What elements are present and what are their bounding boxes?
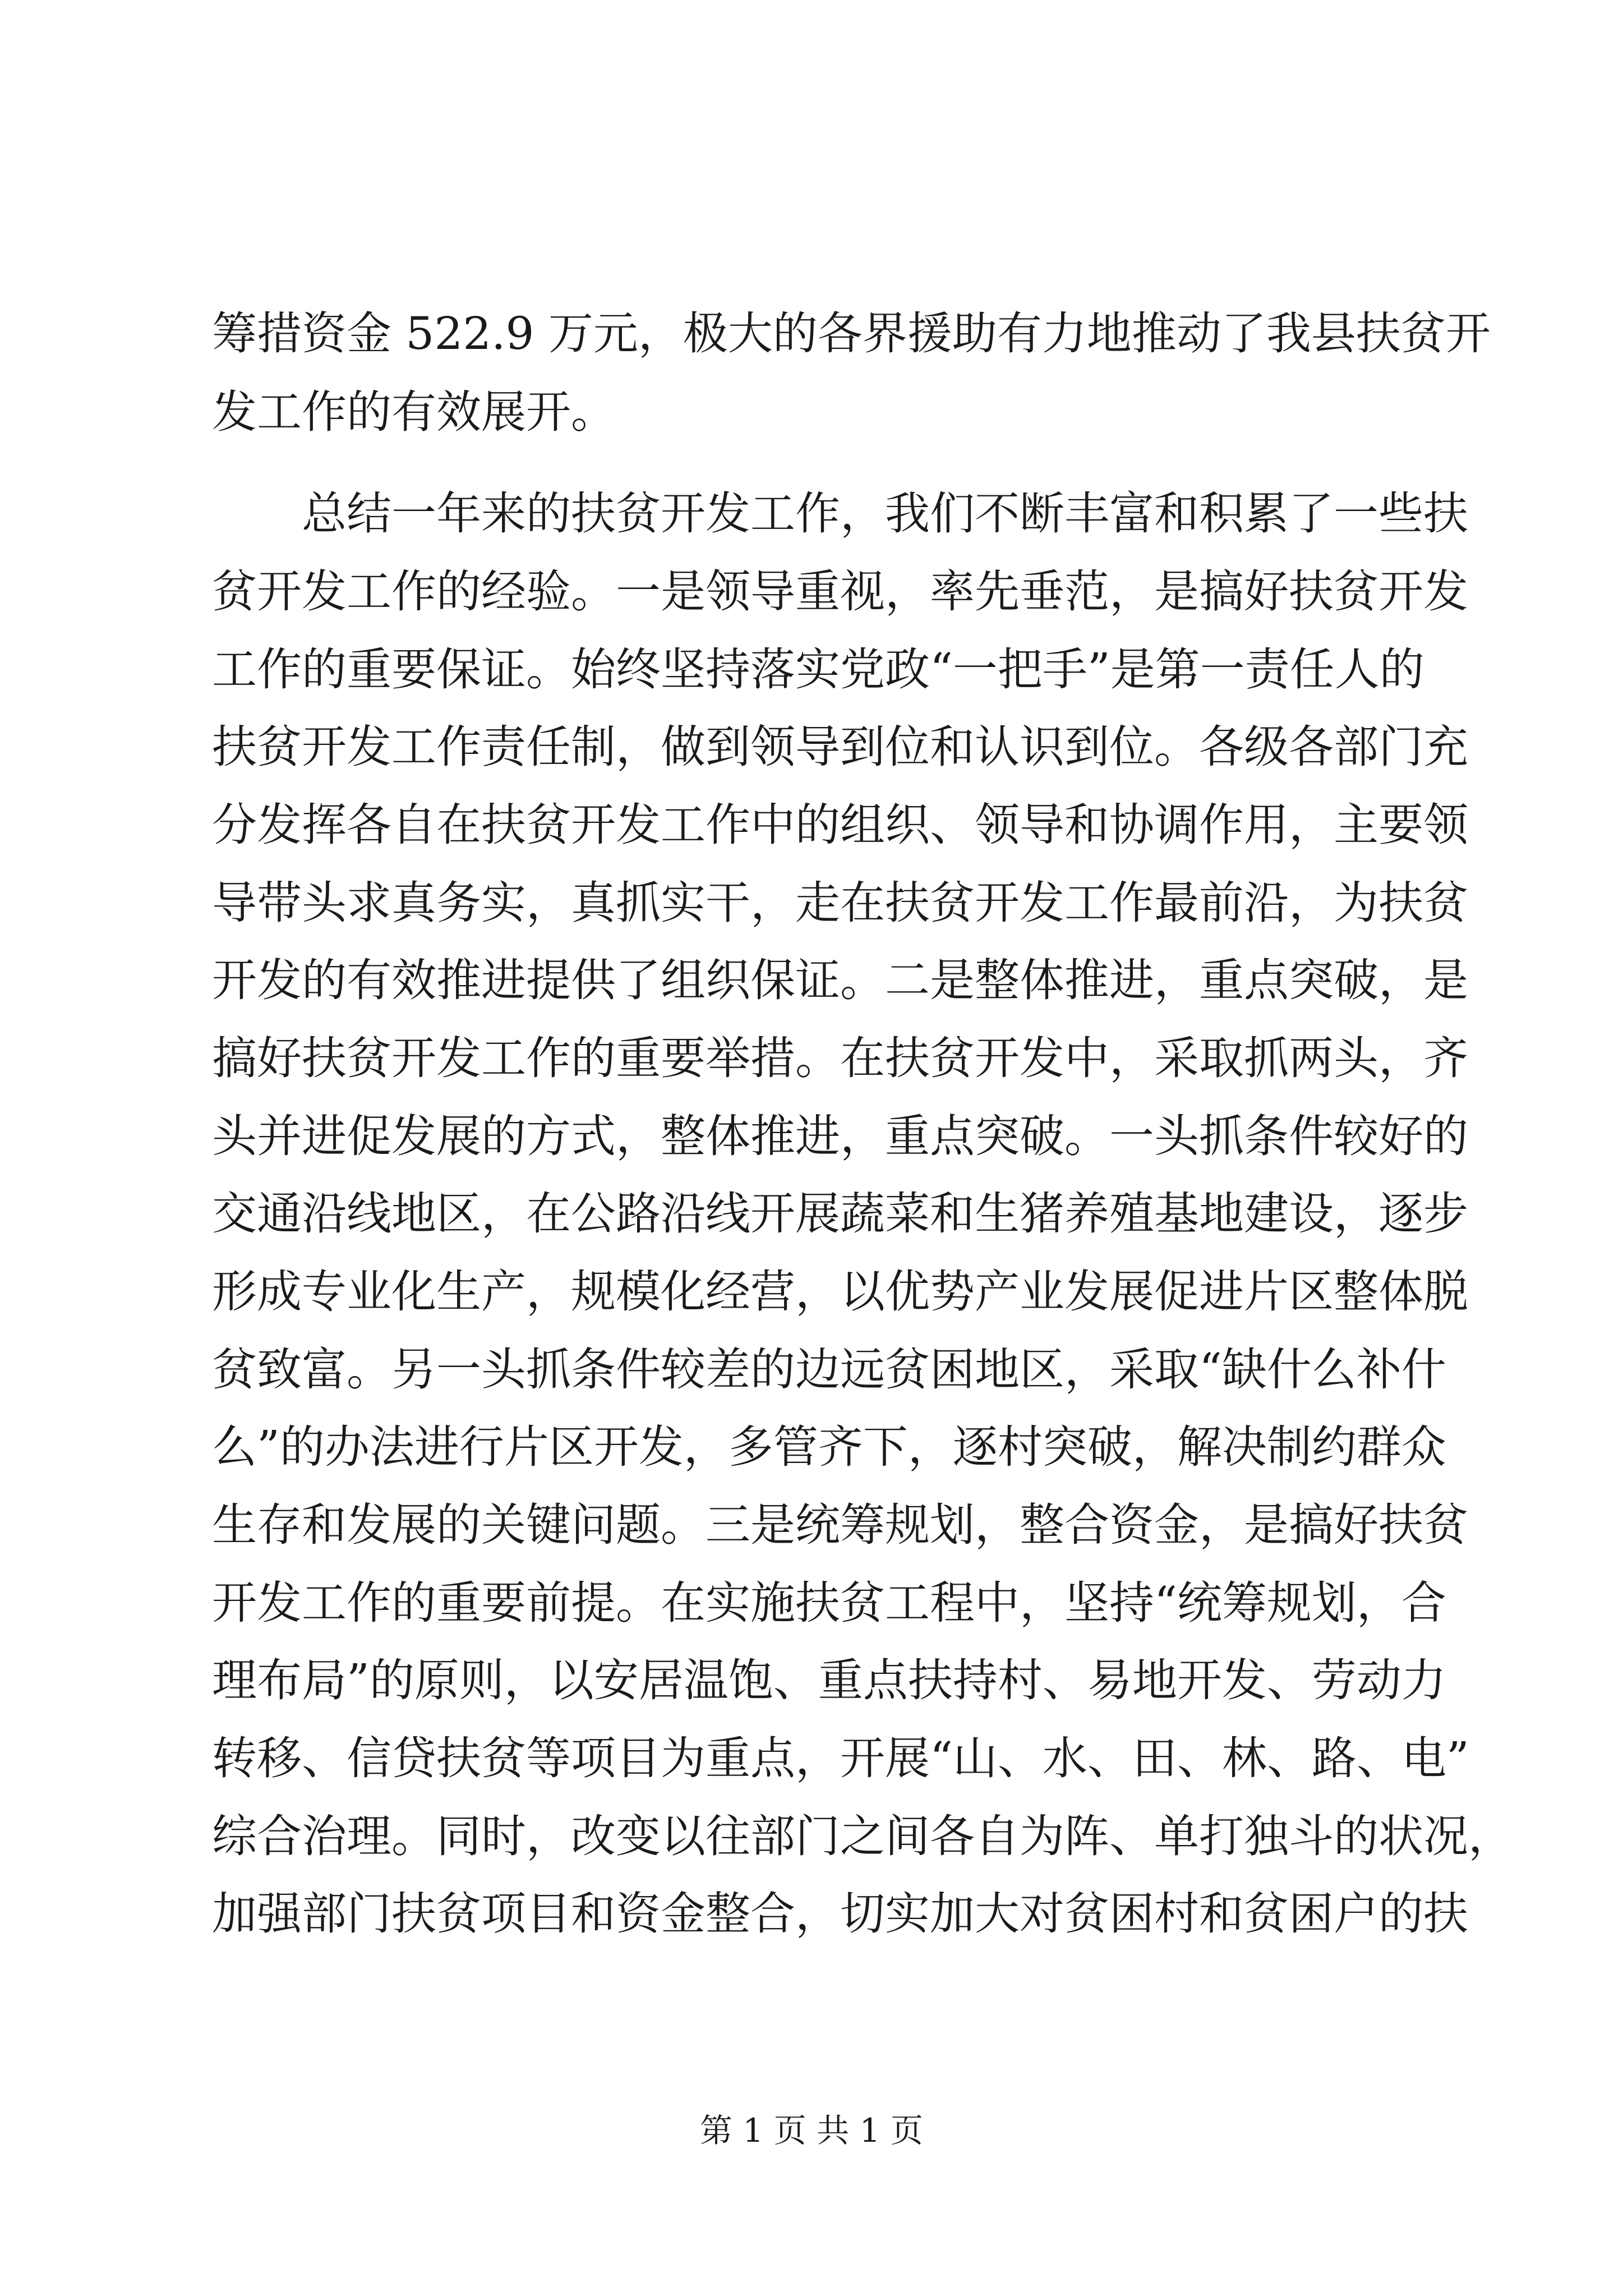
body-line-6: 扶贫开发工作责任制，做到领导到位和认识到位。各级各部门充 [212,721,1468,773]
body-line-10: 搞好扶贫开发工作的重要举措。在扶贫开发中，采取抓两头，齐 [212,1032,1468,1084]
body-line-7: 分发挥各自在扶贫开发工作中的组织、领导和协调作用，主要领 [212,799,1468,851]
body-line-20: 综合治理。同时，改变以往部门之间各自为阵、单打独斗的状况， [212,1810,1513,1862]
body-line-11: 头并进促发展的方式，整体推进，重点突破。一头抓条件较好的 [212,1110,1468,1162]
body-line-2: 发工作的有效展开。 [212,386,616,438]
body-line-15: 么”的办法进行片区开发，多管齐下，逐村突破，解决制约群众 [212,1421,1446,1473]
page-number-footer: 第 1 页 共 1 页 [700,2111,923,2150]
body-line-4: 贫开发工作的经验。一是领导重视，率先垂范，是搞好扶贫开发 [212,565,1468,618]
body-line-5: 工作的重要保证。始终坚持落实党政“一把手”是第一责任人的 [212,643,1424,696]
paragraph-start-line: 总结一年来的扶贫开发工作，我们不断丰富和积累了一些扶 [302,487,1468,540]
body-line-19: 转移、信贷扶贫等项目为重点，开展“山、水、田、林、路、电” [212,1732,1469,1784]
body-line-16: 生存和发展的关键问题。三是统筹规划，整合资金，是搞好扶贫 [212,1499,1468,1551]
body-line-17: 开发工作的重要前提。在实施扶贫工程中，坚持“统筹规划，合 [212,1577,1446,1629]
body-line-13: 形成专业化生产，规模化经营，以优势产业发展促进片区整体脱 [212,1266,1468,1318]
body-line-1: 筹措资金 522.9 万元，极大的各界援助有力地推动了我县扶贫开 [212,307,1491,360]
body-line-14: 贫致富。另一头抓条件较差的边远贫困地区，采取“缺什么补什 [212,1343,1446,1396]
body-line-18: 理布局”的原则，以安居温饱、重点扶持村、易地开发、劳动力 [212,1654,1446,1706]
body-line-21: 加强部门扶贫项目和资金整合，切实加大对贫困村和贫困户的扶 [212,1888,1468,1940]
body-line-8: 导带头求真务实，真抓实干，走在扶贫开发工作最前沿，为扶贫 [212,877,1468,929]
body-line-12: 交通沿线地区，在公路沿线开展蔬菜和生猪养殖基地建设，逐步 [212,1188,1468,1240]
body-line-9: 开发的有效推进提供了组织保证。二是整体推进，重点突破，是 [212,954,1468,1006]
